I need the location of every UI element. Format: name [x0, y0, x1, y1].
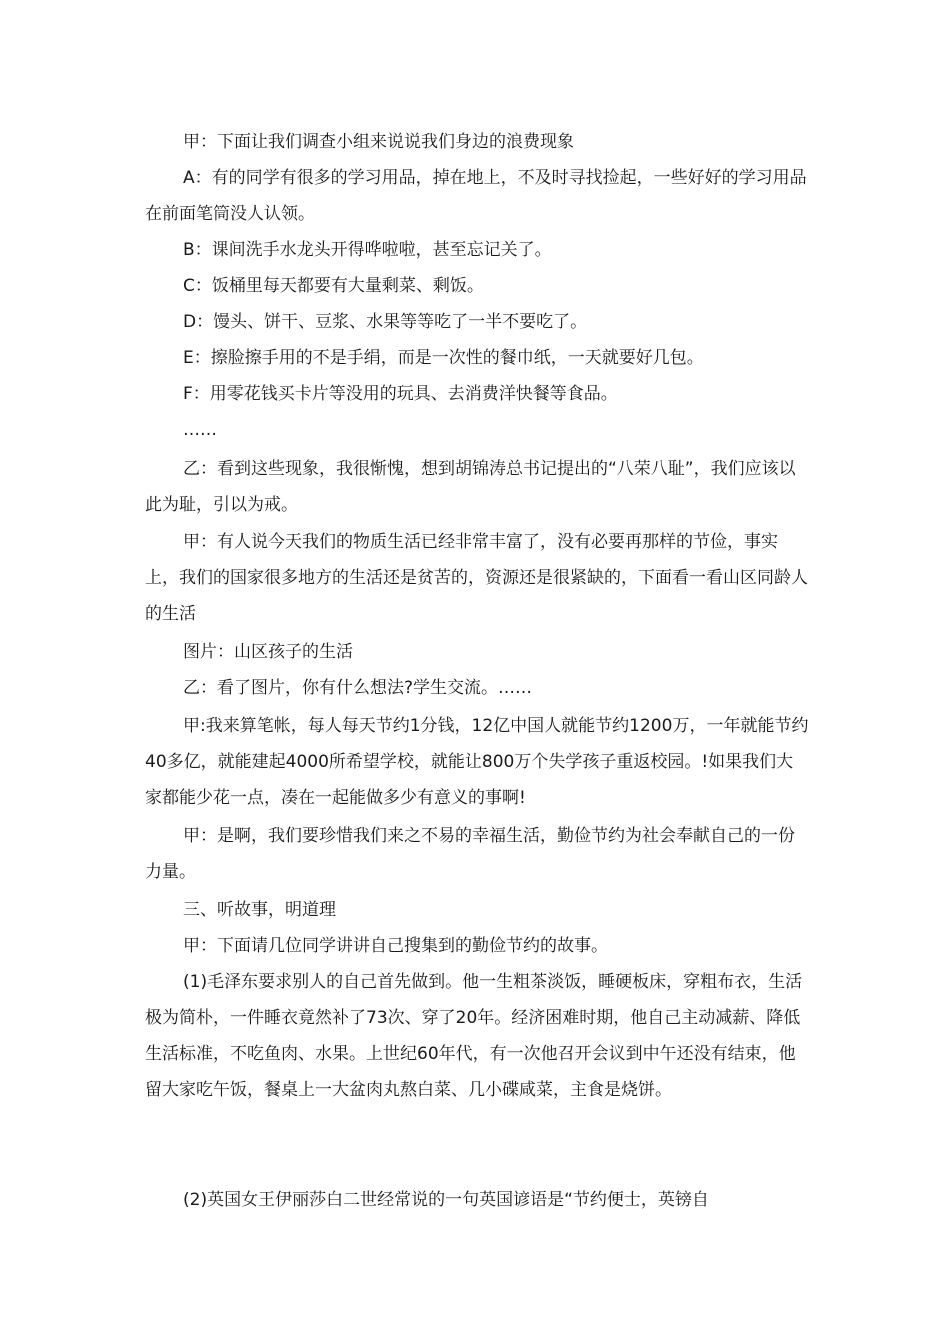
paragraph-4-text: C：饭桶里每天都要有大量剩菜、剩饭。: [183, 276, 484, 296]
paragraph-13-text: 甲:我来算笔帐，每人每天节约1分钱，12亿中国人就能节约1200万，一年就能节约40多亿，就能建起4000所希望学校，就能让800万个失学孩子重返校园。!如果我们大家都能少花一点，凑在一起能做多少有意义的事啊!: [145, 716, 809, 808]
paragraph-12: [145, 670, 810, 706]
story-2-text: (2)英国女王伊丽莎白二世经常说的一句英国谚语是“节约便士，英镑自: [183, 1190, 709, 1210]
paragraph-11-text: 图片：山区孩子的生活: [183, 642, 353, 662]
section-heading-text: 三、听故事，明道理: [183, 900, 336, 920]
paragraph-7-text: F：用零花钱买卡片等没用的玩具、去消费洋快餐等食品。: [183, 384, 618, 404]
paragraph-1-text: 甲：下面让我们调查小组来说说我们身边的浪费现象: [183, 132, 574, 152]
paragraph-2: [145, 160, 810, 232]
paragraph-4: [145, 268, 810, 304]
section-heading: [145, 892, 810, 928]
paragraph-16-text: 甲：下面请几位同学讲讲自己搜集到的勤俭节约的故事。: [183, 936, 608, 956]
paragraph-13: [145, 708, 810, 816]
paragraph-8-text: ……: [183, 420, 217, 440]
paragraph-16: [145, 928, 810, 964]
story-1-text: (1)毛泽东要求别人的自己首先做到。他一生粗茶淡饭，睡硬板床，穿粗布衣，生活极为简朴，一件睡衣竟然补了73次、穿了20年。经济困难时期，他自己主动减薪、降低生活标准，不吃鱼肉、水果。上世纪60年代，有一次他召开会议到中午还没有结束，他留大家吃午饭，餐桌上一大盆肉丸熬白菜、几小碟咸菜，主食是烧饼。: [145, 972, 803, 1100]
paragraph-9: [145, 451, 810, 523]
paragraph-5: [145, 304, 810, 340]
story-2: [145, 1182, 810, 1218]
paragraph-2-text: A：有的同学有很多的学习用品，掉在地上，不及时寻找捡起，一些好好的学习用品在前面笔筒没人认领。: [145, 168, 807, 224]
paragraph-6: [145, 340, 810, 376]
paragraph-8: [145, 412, 810, 448]
paragraph-14: [145, 818, 810, 890]
paragraph-10-text: 甲：有人说今天我们的物质生活已经非常丰富了，没有必要再那样的节俭，事实上，我们的国家很多地方的生活还是贫苦的，资源还是很紧缺的，下面看一看山区同龄人的生活: [145, 532, 808, 624]
paragraph-3: [145, 232, 810, 268]
paragraph-1: [145, 124, 810, 160]
paragraph-9-text: 乙：看到这些现象，我很惭愧，想到胡锦涛总书记提出的“八荣八耻”，我们应该以此为耻，引以为戒。: [145, 459, 796, 515]
story-1: [145, 964, 810, 1108]
paragraph-3-text: B：课间洗手水龙头开得哗啦啦，甚至忘记关了。: [183, 240, 552, 260]
paragraph-12-text: 乙：看了图片，你有什么想法?学生交流。……: [183, 678, 533, 698]
paragraph-14-text: 甲：是啊，我们要珍惜我们来之不易的幸福生活，勤俭节约为社会奉献自己的一份力量。: [145, 826, 795, 882]
paragraph-11: [145, 634, 810, 670]
paragraph-5-text: D：馒头、饼干、豆浆、水果等等吃了一半不要吃了。: [183, 312, 588, 332]
paragraph-6-text: E：擦脸擦手用的不是手绢，而是一次性的餐巾纸，一天就要好几包。: [183, 348, 704, 368]
paragraph-7: [145, 376, 810, 412]
paragraph-10: [145, 524, 810, 632]
